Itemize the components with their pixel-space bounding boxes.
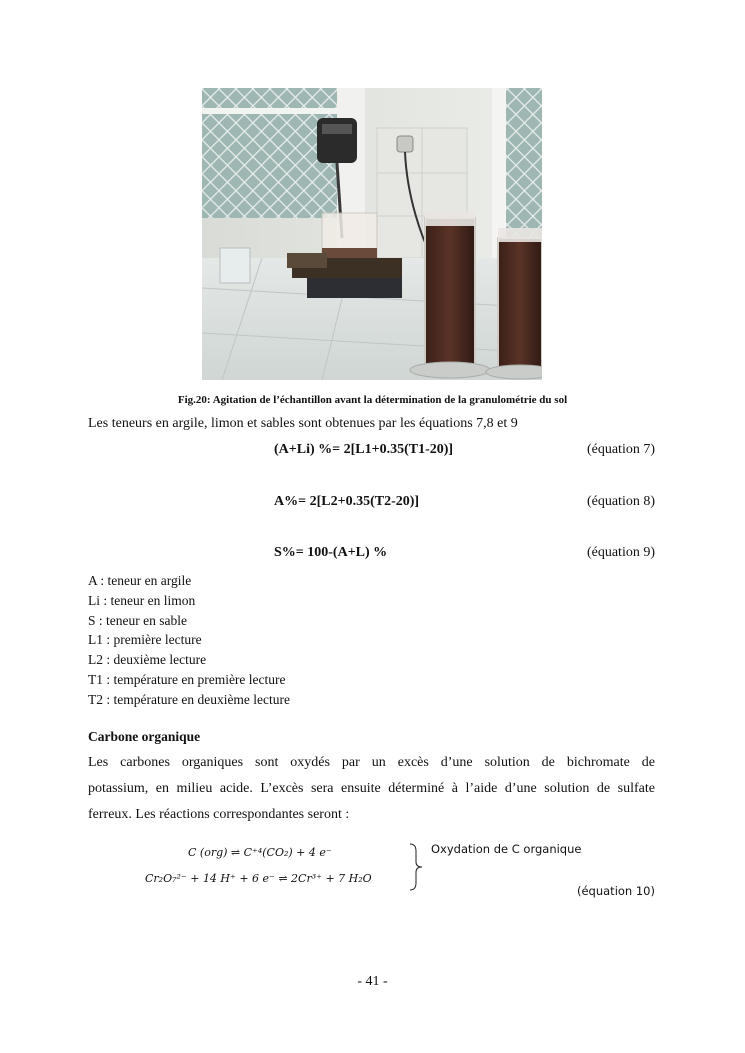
reaction-2: Cr₂O₇²⁻ + 14 H⁺ + 6 e⁻ ⇌ 2Cr³⁺ + 7 H₂O xyxy=(145,872,372,885)
variable-definitions xyxy=(88,571,290,710)
paragraph-line: Les carbones organiques sont oxydés par un excès d’une solution de bichromate de xyxy=(88,755,655,770)
definition-item: L2 : deuxième lecture xyxy=(88,652,207,668)
equation-7-ref: (équation 7) xyxy=(586,442,655,457)
figure-caption: Fig.20: Agitation de l’échantillon avant la détermination de la granulométrie du sol xyxy=(177,394,568,406)
equation-9: S%= 100-(A+L) % xyxy=(274,545,388,560)
definition-item: T2 : température en deuxième lecture xyxy=(88,691,291,707)
definition-item: S : teneur en sable xyxy=(88,612,187,628)
definition-item: T1 : température en première lecture xyxy=(88,671,286,687)
reaction-note: Oxydation de C organique xyxy=(431,842,582,856)
definition-item: Li : teneur en limon xyxy=(88,592,196,608)
section-heading: Carbone organique xyxy=(88,729,201,744)
definition-item: L1 : première lecture xyxy=(88,632,202,648)
section-paragraph xyxy=(88,750,655,828)
definition-item: A : teneur en argile xyxy=(88,573,192,588)
equation-8: A%= 2[L2+0.35(T2-20)] xyxy=(274,494,420,509)
paragraph-line: ferreux. Les réactions correspondantes seront : xyxy=(88,807,350,822)
equation-8-ref: (équation 8) xyxy=(586,494,655,509)
intro-text: Les teneurs en argile, limon et sables sont obtenues par les équations 7,8 et 9 xyxy=(88,416,518,431)
equation-10-ref: (équation 10) xyxy=(576,884,655,898)
figure-photo xyxy=(202,88,542,380)
reaction-1: C (org) ⇌ C⁺⁴(CO₂) + 4 e⁻ xyxy=(188,846,332,859)
paragraph-line: potassium, en milieu acide. L’excès sera ensuite déterminé à l’aide d’une solution de sulfate xyxy=(88,781,655,796)
page-number: - 41 - xyxy=(357,974,388,989)
lab-photo-illustration xyxy=(202,88,542,380)
equation-7: (A+Li) %= 2[L1+0.35(T1-20)] xyxy=(274,442,454,457)
equation-9-ref: (équation 9) xyxy=(586,545,655,560)
right-brace-icon xyxy=(408,843,424,891)
